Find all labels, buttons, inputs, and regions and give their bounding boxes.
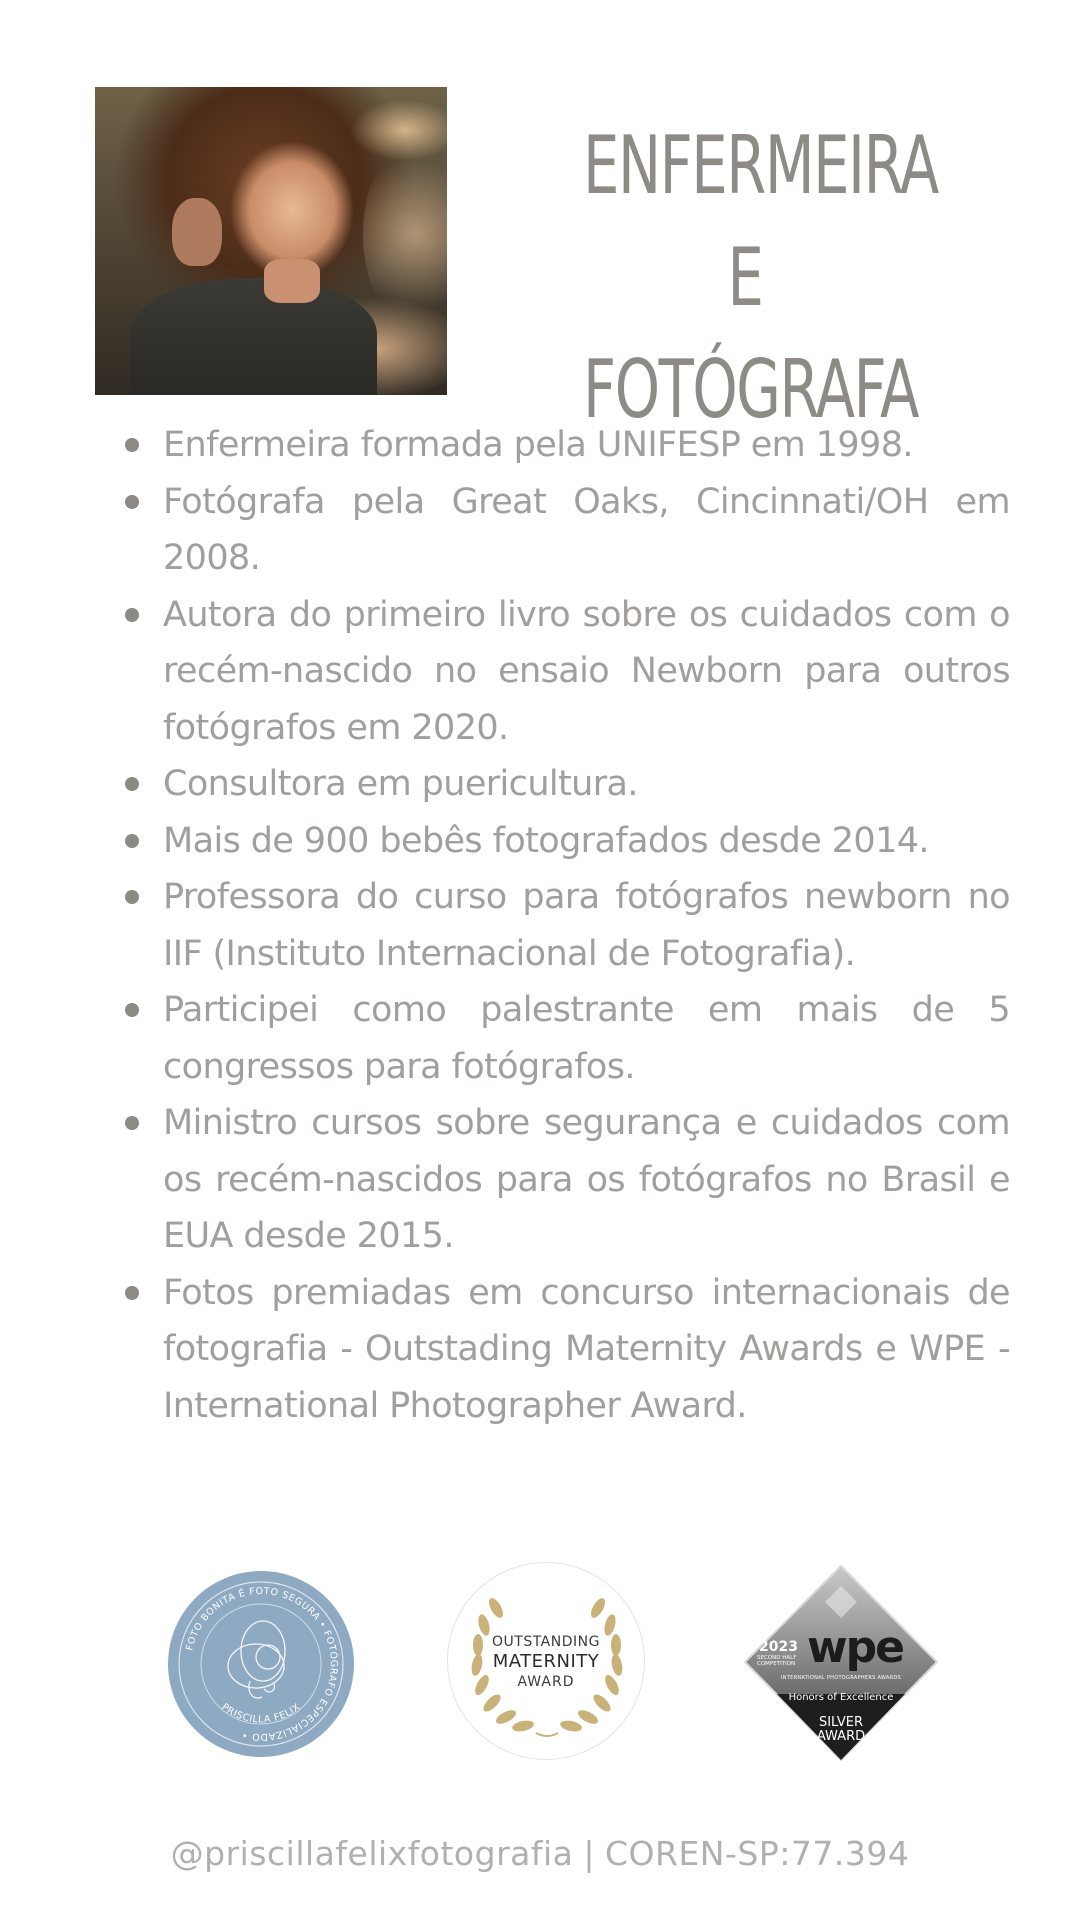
- wpe-silver-award-badge: [737, 1560, 945, 1768]
- list-item-text: Fotógrafa pela Great Oaks, Cincinnati/OH em 2008.: [163, 481, 1010, 578]
- list-item-text: Consultora em puericultura.: [163, 764, 638, 804]
- profile-photo: [95, 87, 447, 395]
- bullet-icon: [125, 438, 139, 452]
- footer: [0, 1832, 1080, 1876]
- list-item: [120, 813, 1010, 870]
- instagram-handle: @priscillafelixfotografia: [170, 1834, 574, 1873]
- outstanding-maternity-award-badge: [447, 1562, 645, 1760]
- bullet-icon: [125, 777, 139, 791]
- page-title-line2: FOTÓGRAFA: [583, 343, 919, 436]
- foto-segura-seal-badge: [168, 1571, 354, 1757]
- coren-registration: COREN-SP:77.394: [605, 1834, 910, 1873]
- list-item-text: Participei como palestrante em mais de 5 congressos para fotógrafos.: [163, 990, 1010, 1087]
- bullet-icon: [125, 1116, 139, 1130]
- wpe-award-line1: SILVER: [818, 1715, 864, 1730]
- photo-hand: [172, 198, 221, 266]
- bullet-icon: [125, 834, 139, 848]
- bullet-icon: [125, 495, 139, 509]
- list-item-text: Professora do curso para fotógrafos newborn no IIF (Instituto Internacional de Fotografia).: [163, 877, 1010, 974]
- list-item-text: Fotos premiadas em concurso internacionais de fotografia - Outstading Maternity Awards e WPE - International Photographer Award.: [163, 1272, 1010, 1426]
- list-item: [120, 587, 1010, 757]
- photo-torso: [130, 278, 376, 395]
- list-item: [120, 756, 1010, 813]
- list-item: [120, 474, 1010, 587]
- oma-line3: AWARD: [517, 1674, 575, 1690]
- bio-list: [120, 417, 1010, 1434]
- wpe-year: 2023: [759, 1639, 798, 1655]
- seal-name-text: PRISCILLA FELIX: [219, 1701, 303, 1726]
- list-item-text: Ministro cursos sobre segurança e cuidados com os recém-nascidos para os fotógrafos no Brasil e EUA desde 2015.: [163, 1103, 1010, 1256]
- list-item-text: Mais de 900 bebês fotografados desde 2014.: [163, 820, 929, 861]
- bullet-icon: [125, 1286, 139, 1300]
- list-item-text: Enfermeira formada pela UNIFESP em 1998.: [163, 425, 913, 465]
- wpe-sub: SECOND HALF COMPETITION: [757, 1655, 797, 1667]
- list-item: [120, 1095, 1010, 1265]
- oma-line2: MATERNITY: [492, 1651, 600, 1672]
- page-title: [583, 110, 938, 446]
- seal-line-art-icon: [228, 1621, 285, 1698]
- list-item: [120, 869, 1010, 982]
- footer-separator: |: [583, 1834, 595, 1873]
- seal-graphic: [168, 1571, 354, 1757]
- wpe-tagline: INTERNATIONAL PHOTOGRAPHERS AWARDS: [780, 1675, 902, 1681]
- bullet-icon: [125, 1003, 139, 1017]
- photo-light-glow: [363, 142, 447, 327]
- list-item: [120, 417, 1010, 474]
- page-title-line1: ENFERMEIRA E: [583, 119, 938, 324]
- seal-ring-text: FOTO BONITA É FOTO SEGURA • FOTÓGRAFO ESPECIALIZADO •: [184, 1585, 340, 1743]
- oma-line1: OUTSTANDING: [492, 1634, 600, 1650]
- wpe-award-line2: AWARD: [816, 1729, 866, 1744]
- wpe-honors: Honors of Excellence: [788, 1692, 894, 1703]
- list-item: [120, 982, 1010, 1095]
- bullet-icon: [125, 608, 139, 622]
- bullet-icon: [125, 890, 139, 904]
- list-item-text: Autora do primeiro livro sobre os cuidados com o recém-nascido no ensaio Newborn para outros fotógrafos em 2020.: [163, 594, 1010, 748]
- list-item: [120, 1265, 1010, 1435]
- wpe-logo: wpe: [807, 1622, 903, 1673]
- photo-neck: [264, 259, 320, 302]
